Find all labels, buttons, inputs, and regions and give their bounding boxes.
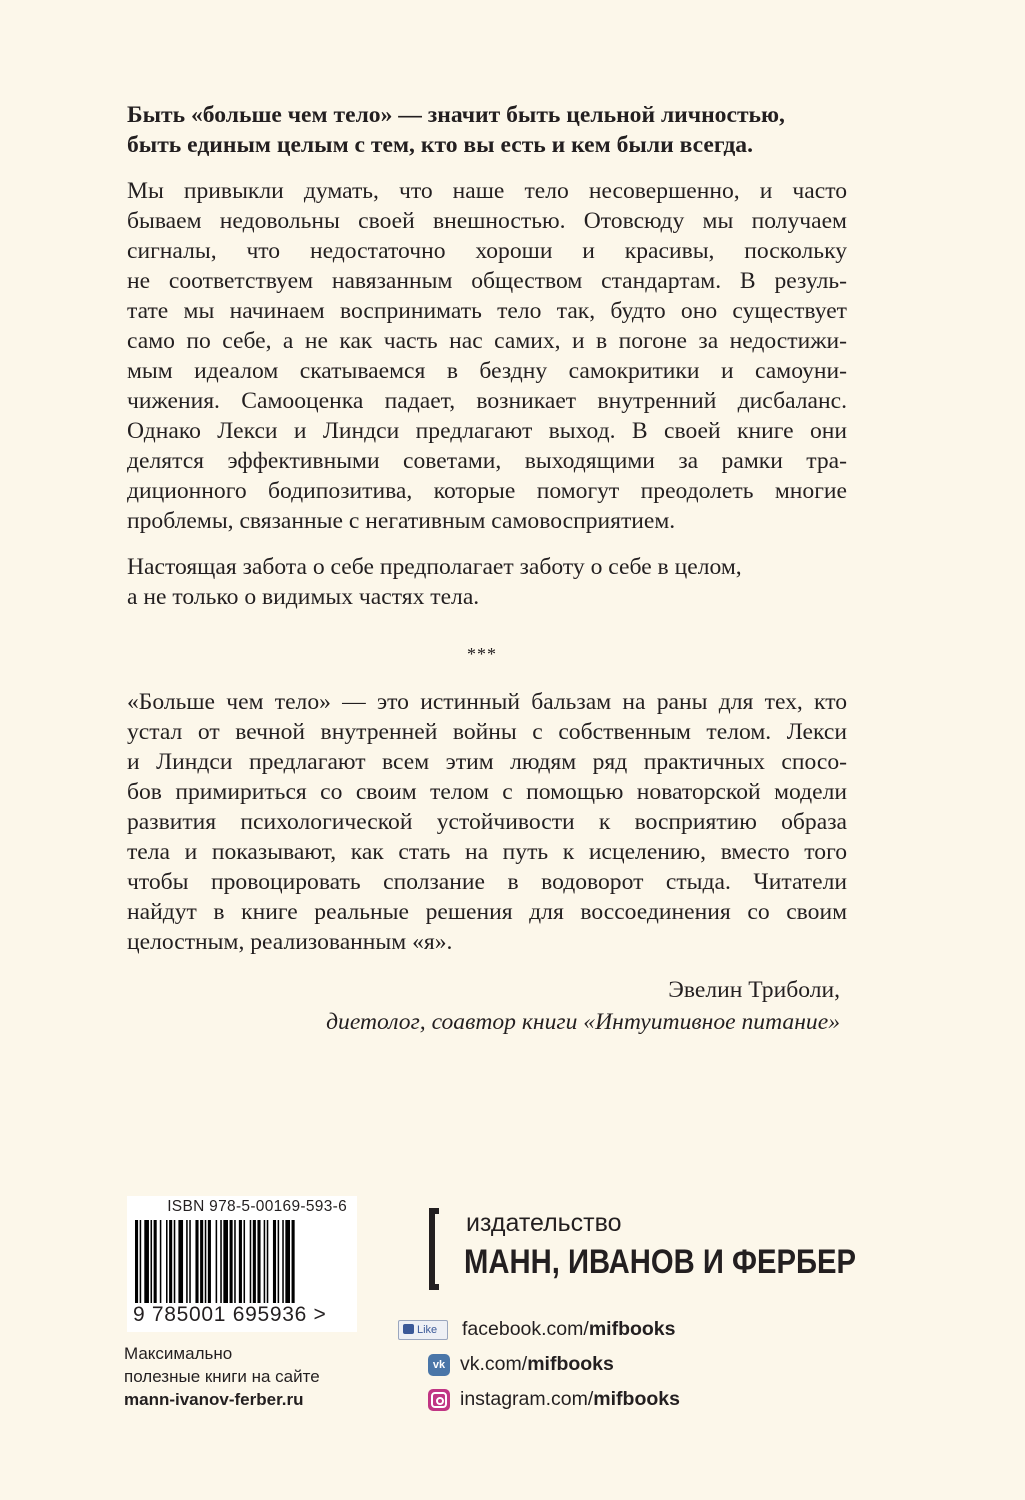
website-link[interactable]: mann-ivanov-ferber.ru bbox=[124, 1390, 304, 1409]
barcode-bar bbox=[239, 1220, 242, 1310]
barcode-bar bbox=[205, 1220, 207, 1310]
text-line: делятся эффективными советами, выходящими за рамки тра- bbox=[127, 448, 847, 474]
instagram-link[interactable] bbox=[398, 1387, 680, 1411]
barcode-bar bbox=[169, 1220, 172, 1310]
barcode-bar bbox=[151, 1220, 153, 1310]
text-line: бов примириться со своим телом с помощью новаторской модели bbox=[127, 779, 847, 805]
text-line: и Линдси предлагают всем этим людям ряд практичных спосо- bbox=[127, 749, 847, 775]
text-line: тела и показывают, как стать на путь к исцелению, вместо того bbox=[127, 839, 847, 865]
barcode-bar bbox=[135, 1220, 138, 1310]
barcode-bar bbox=[144, 1220, 149, 1310]
barcode-bar bbox=[220, 1220, 222, 1310]
text-line: Однако Лекси и Линдси предлагают выход. В своей книге они bbox=[127, 418, 847, 444]
care-paragraph bbox=[127, 552, 847, 612]
barcode-bar bbox=[278, 1220, 280, 1310]
barcode-bar bbox=[230, 1220, 233, 1310]
text-line: бываем недовольны своей внешностью. Отовсюду мы получаем bbox=[127, 208, 847, 234]
vk-handle: mifbooks bbox=[527, 1353, 614, 1375]
text-line: само по себе, а не как часть нас самих, и в погоне за недостижи- bbox=[127, 328, 847, 354]
text-line: тате мы начинаем воспринимать тело так, будто оно существует bbox=[127, 298, 847, 324]
facebook-link[interactable] bbox=[398, 1317, 676, 1341]
thumbs-up-icon bbox=[403, 1324, 414, 1334]
barcode-bar bbox=[257, 1220, 260, 1310]
website-promo bbox=[124, 1342, 320, 1411]
instagram-handle: mifbooks bbox=[593, 1388, 680, 1410]
barcode-bar bbox=[189, 1220, 191, 1310]
promo-line: полезные книги на сайте bbox=[124, 1367, 320, 1386]
barcode-bar bbox=[166, 1220, 168, 1310]
text-line: целостным, реализованным «я». bbox=[127, 929, 453, 955]
text-line: а не только о видимых частях тела. bbox=[127, 584, 480, 610]
promo-line: Максимально bbox=[124, 1344, 233, 1363]
text-line: диционного бодипозитива, которые помогут преодолеть многие bbox=[127, 478, 847, 504]
barcode-bar bbox=[282, 1220, 284, 1310]
barcode-bar bbox=[216, 1220, 218, 1310]
text-line: проблемы, связанные с негативным самовосприятием. bbox=[127, 508, 676, 534]
barcode-bar bbox=[160, 1220, 162, 1310]
text-line: чтобы провоцировать сползание в водоворот стыда. Читатели bbox=[127, 869, 847, 895]
barcode-bar bbox=[273, 1220, 276, 1310]
barcode-bar bbox=[186, 1220, 188, 1310]
text-line: мым идеалом скатываемся в бездну самокритики и самоуни- bbox=[127, 358, 847, 384]
barcode-bar bbox=[234, 1220, 236, 1310]
barcode-bar bbox=[285, 1220, 290, 1310]
barcode-number: 9 785001 695936 > bbox=[133, 1303, 327, 1326]
vk-link[interactable] bbox=[398, 1352, 614, 1376]
facebook-handle: mifbooks bbox=[588, 1318, 676, 1340]
bracket-logo-icon bbox=[429, 1208, 439, 1290]
barcode-bar bbox=[292, 1220, 295, 1310]
text-line: устал от вечной внутренней войны с собственным телом. Лекси bbox=[127, 719, 847, 745]
text-line: найдут в книге реальные решения для воссоединения со своим bbox=[127, 899, 847, 925]
quote-attribution bbox=[127, 974, 840, 1038]
text-line: Быть «больше чем тело» — значит быть цельной личностью, bbox=[127, 102, 785, 128]
instagram-prefix: instagram.com/ bbox=[460, 1388, 594, 1410]
barcode-bar bbox=[267, 1220, 269, 1310]
barcode-bar bbox=[244, 1220, 246, 1310]
attribution-role: диетолог, соавтор книги «Интуитивное питание» bbox=[326, 1009, 840, 1035]
barcode-bar bbox=[195, 1220, 198, 1310]
barcode-bar bbox=[264, 1220, 266, 1310]
barcode-bar bbox=[250, 1220, 252, 1310]
isbn-label: ISBN 978-5-00169-593-6 bbox=[167, 1198, 347, 1215]
vk-icon: vk bbox=[428, 1354, 450, 1376]
text-line: Настоящая забота о себе предполагает заботу о себе в целом, bbox=[127, 554, 742, 580]
text-line: сигналы, что недостаточно хороши и красивы, поскольку bbox=[127, 238, 847, 264]
barcode-bar bbox=[253, 1220, 256, 1310]
like-label: Like bbox=[417, 1323, 438, 1336]
barcode-bar bbox=[208, 1220, 211, 1310]
facebook-like-icon bbox=[398, 1320, 448, 1340]
barcode-bar bbox=[174, 1220, 176, 1310]
description-paragraph bbox=[127, 176, 847, 536]
text-line: Мы привыкли думать, что наше тело несовершенно, и часто bbox=[127, 178, 847, 204]
facebook-prefix: facebook.com/ bbox=[462, 1318, 589, 1340]
section-divider: *** bbox=[467, 644, 497, 664]
barcode-bar bbox=[223, 1220, 228, 1310]
publisher-name: МАНН, ИВАНОВ И ФЕРБЕР bbox=[464, 1243, 856, 1281]
barcode-bar bbox=[140, 1220, 142, 1310]
text-line: чижения. Самооценка падает, возникает внутренний дисбаланс. bbox=[127, 388, 847, 414]
attribution-name: Эвелин Триболи, bbox=[668, 977, 840, 1003]
text-line: «Больше чем тело» — это истинный бальзам на раны для тех, кто bbox=[127, 689, 847, 715]
publisher-label: издательство bbox=[466, 1209, 622, 1237]
text-line: не соответствуем навязанным обществом стандартам. В резуль- bbox=[127, 268, 847, 294]
barcode-bars-icon bbox=[135, 1220, 349, 1310]
text-line: быть единым целым с тем, кто вы есть и кем были всегда. bbox=[127, 132, 753, 158]
instagram-icon bbox=[428, 1389, 450, 1411]
barcode bbox=[127, 1196, 357, 1332]
barcode-bar bbox=[200, 1220, 203, 1310]
lead-paragraph bbox=[127, 100, 847, 160]
barcode-bar bbox=[154, 1220, 157, 1310]
barcode-bar bbox=[178, 1220, 183, 1310]
review-quote bbox=[127, 687, 847, 957]
vk-prefix: vk.com/ bbox=[460, 1353, 528, 1375]
text-line: развития психологической устойчивости к восприятию образа bbox=[127, 809, 847, 835]
